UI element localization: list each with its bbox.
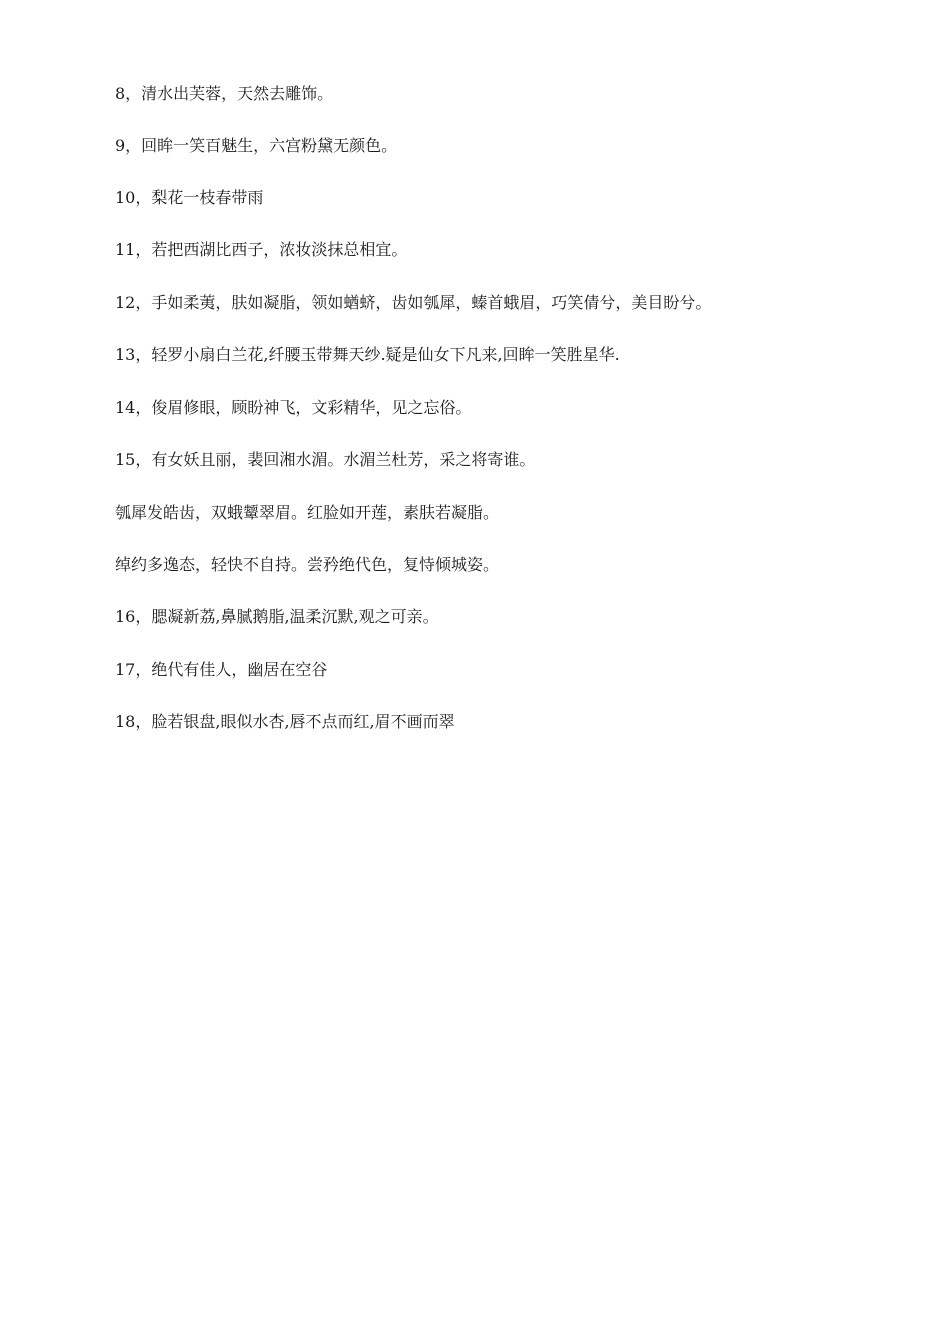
text-line: 8，清水出芙蓉，天然去雕饰。 — [115, 84, 334, 103]
text-line: 13，轻罗小扇白兰花,纤腰玉带舞天纱.疑是仙女下凡来,回眸一笑胜星华. — [115, 345, 620, 364]
text-line: 11，若把西湖比西子，浓妆淡抹总相宜。 — [115, 240, 408, 259]
text-line: 16，腮凝新荔,鼻腻鹅脂,温柔沉默,观之可亲。 — [115, 607, 439, 626]
text-line: 9，回眸一笑百魅生，六宫粉黛无颜色。 — [115, 136, 398, 155]
text-line: 瓠犀发皓齿，双蛾颦翠眉。红脸如开莲，素肤若凝脂。 — [115, 503, 500, 522]
text-line: 15，有女妖且丽，裴回湘水湄。水湄兰杜芳，采之将寄谁。 — [115, 450, 536, 469]
text-line: 17，绝代有佳人，幽居在空谷 — [115, 660, 328, 679]
text-line: 14，俊眉修眼，顾盼神飞，文彩精华，见之忘俗。 — [115, 398, 472, 417]
text-line: 10，梨花一枝春带雨 — [115, 188, 264, 207]
text-line: 12，手如柔荑，肤如凝脂，领如蝤蛴，齿如瓠犀，螓首蛾眉，巧笑倩兮，美目盼兮。 — [115, 293, 712, 312]
text-line: 绰约多逸态，轻快不自持。尝矜绝代色，复恃倾城姿。 — [115, 555, 500, 574]
text-line: 18，脸若银盘,眼似水杏,唇不点而红,眉不画而翠 — [115, 712, 455, 731]
